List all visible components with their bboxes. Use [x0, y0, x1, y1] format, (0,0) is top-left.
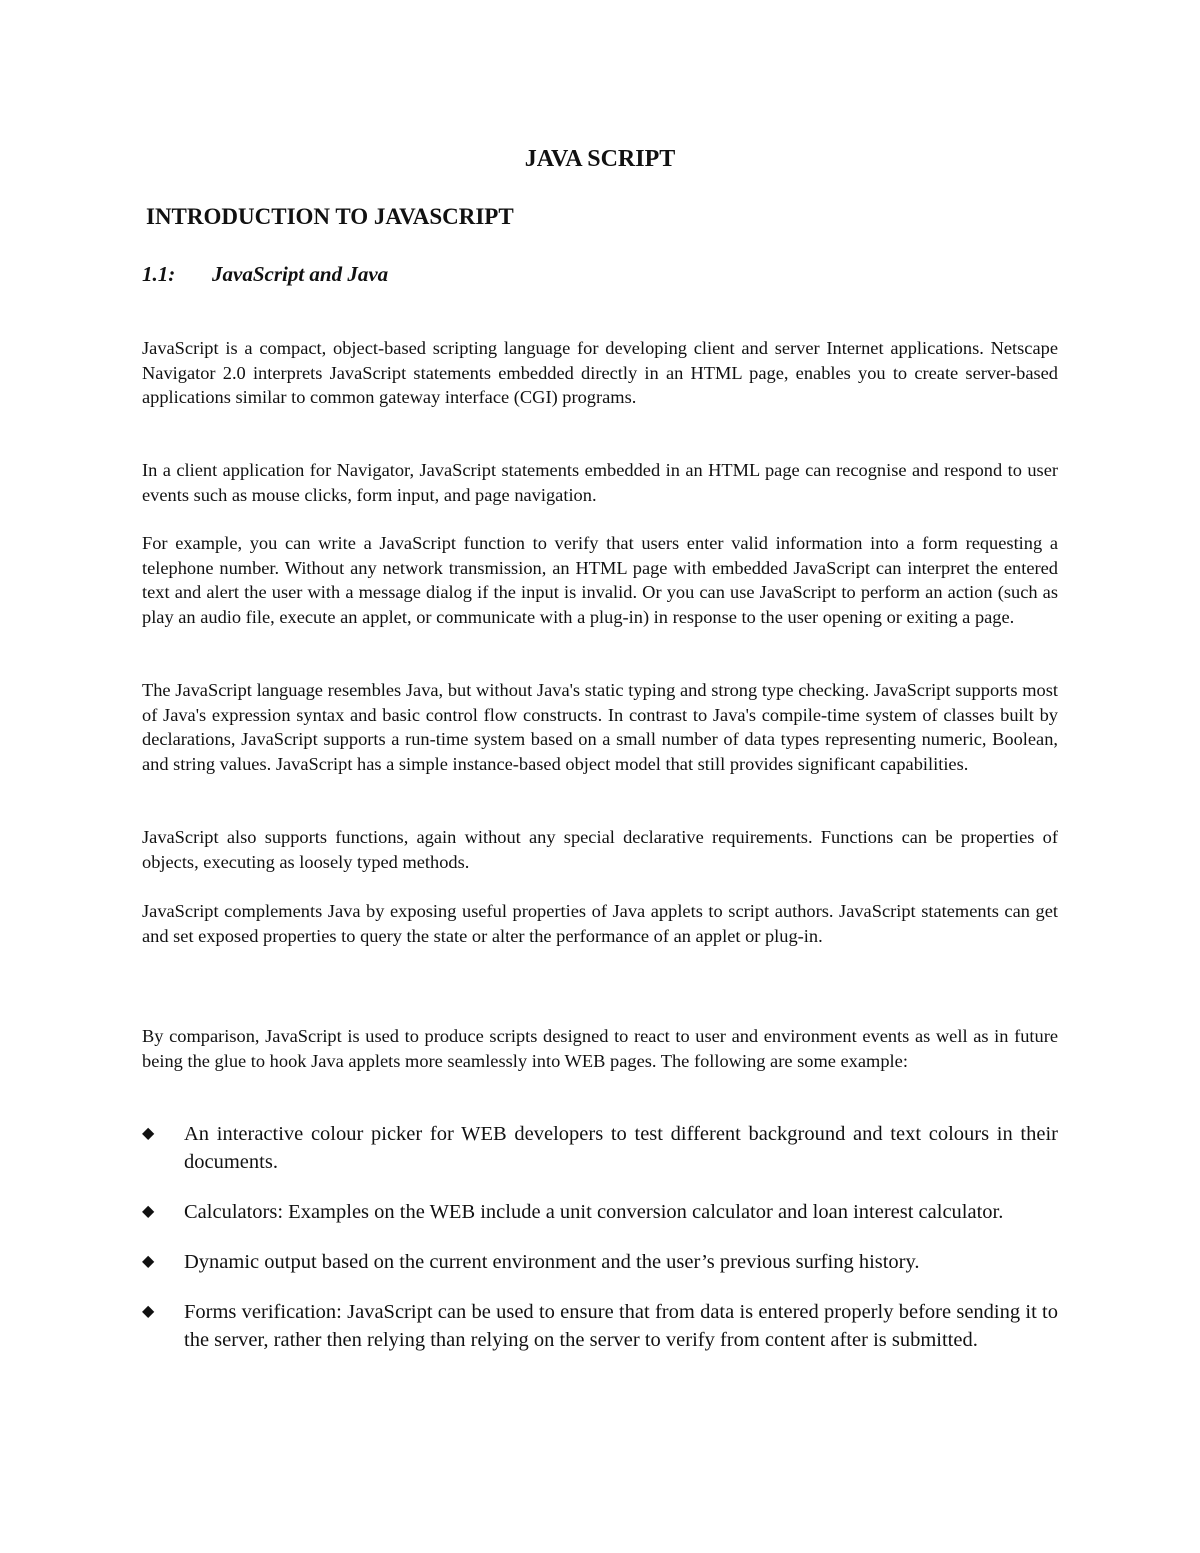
diamond-bullet-icon: ◆ [142, 1303, 155, 1320]
paragraph-client-application: In a client application for Navigator, JavaScript statements embedded in an HTML page can recognise and respond to user events such as mouse clicks, form input, and page navigation. [142, 460, 1058, 505]
paragraph-example: For example, you can write a JavaScript function to verify that users enter valid information into a form requesting a telephone number. Without any network transmission, an HTML page with embedded JavaScript can interpret the entered text and alert the user with a message dialog if the input is invalid. Or you can use JavaScript to perform an action (such as play an audio file, execute an applet, or communicate with a plug-in) in response to the user opening or exiting a page. [142, 533, 1058, 627]
subsection-title: JavaScript and Java [212, 262, 389, 286]
bullet-text: Dynamic output based on the current environment and the user’s previous surfing history. [184, 1251, 920, 1273]
paragraph-by-comparison: By comparison, JavaScript is used to produce scripts designed to react to user and environment events as well as in future being the glue to hook Java applets more seamlessly into WEB pages. The following are some example: [142, 1026, 1058, 1071]
diamond-bullet-icon: ◆ [142, 1203, 155, 1220]
bullet-text: An interactive colour picker for WEB developers to test different background and text colours in their documents. [184, 1123, 1058, 1173]
paragraph-intro: JavaScript is a compact, object-based scripting language for developing client and server Internet applications. Netscape Navigator 2.0 interprets JavaScript statements embedded directly in an HTML page, enables you to create server-based applications similar to common gateway interface (CGI) programs. [142, 338, 1058, 407]
bullet-text: Calculators: Examples on the WEB include a unit conversion calculator and loan interest calculator. [184, 1201, 1004, 1223]
diamond-bullet-icon: ◆ [142, 1125, 155, 1142]
diamond-bullet-icon: ◆ [142, 1253, 155, 1270]
bullet-item [142, 1120, 1058, 1176]
bullet-text: Forms verification: JavaScript can be used to ensure that from data is entered properly before sending it to the server, rather then relying than relying on the server to verify from content after is submitted. [184, 1301, 1058, 1351]
bullet-item [142, 1298, 1058, 1354]
bullet-item [142, 1248, 1058, 1276]
bullet-item [142, 1198, 1058, 1226]
paragraph-language-comparison: The JavaScript language resembles Java, but without Java's static typing and strong type checking. JavaScript supports most of Java's expression syntax and basic control flow constructs. In contrast to Java's compile-time system of classes built by declarations, JavaScript supports a run-time system based on a small number of data types representing numeric, Boolean, and string values. JavaScript has a simple instance-based object model that still provides significant capabilities. [142, 680, 1058, 774]
paragraph-complements: JavaScript complements Java by exposing useful properties of Java applets to script authors. JavaScript statements can get and set exposed properties to query the state or alter the performance of an applet or plug-in. [142, 901, 1058, 946]
subsection-number: 1.1: [142, 262, 176, 286]
document-title: JAVA SCRIPT [524, 146, 676, 172]
subsection-heading [142, 259, 388, 289]
section-heading: INTRODUCTION TO JAVASCRIPT [146, 204, 514, 229]
examples-bullet-list [142, 1120, 1058, 1376]
paragraph-functions: JavaScript also supports functions, again without any special declarative requirements. Functions can be properties of objects, executing as loosely typed methods. [142, 827, 1058, 872]
